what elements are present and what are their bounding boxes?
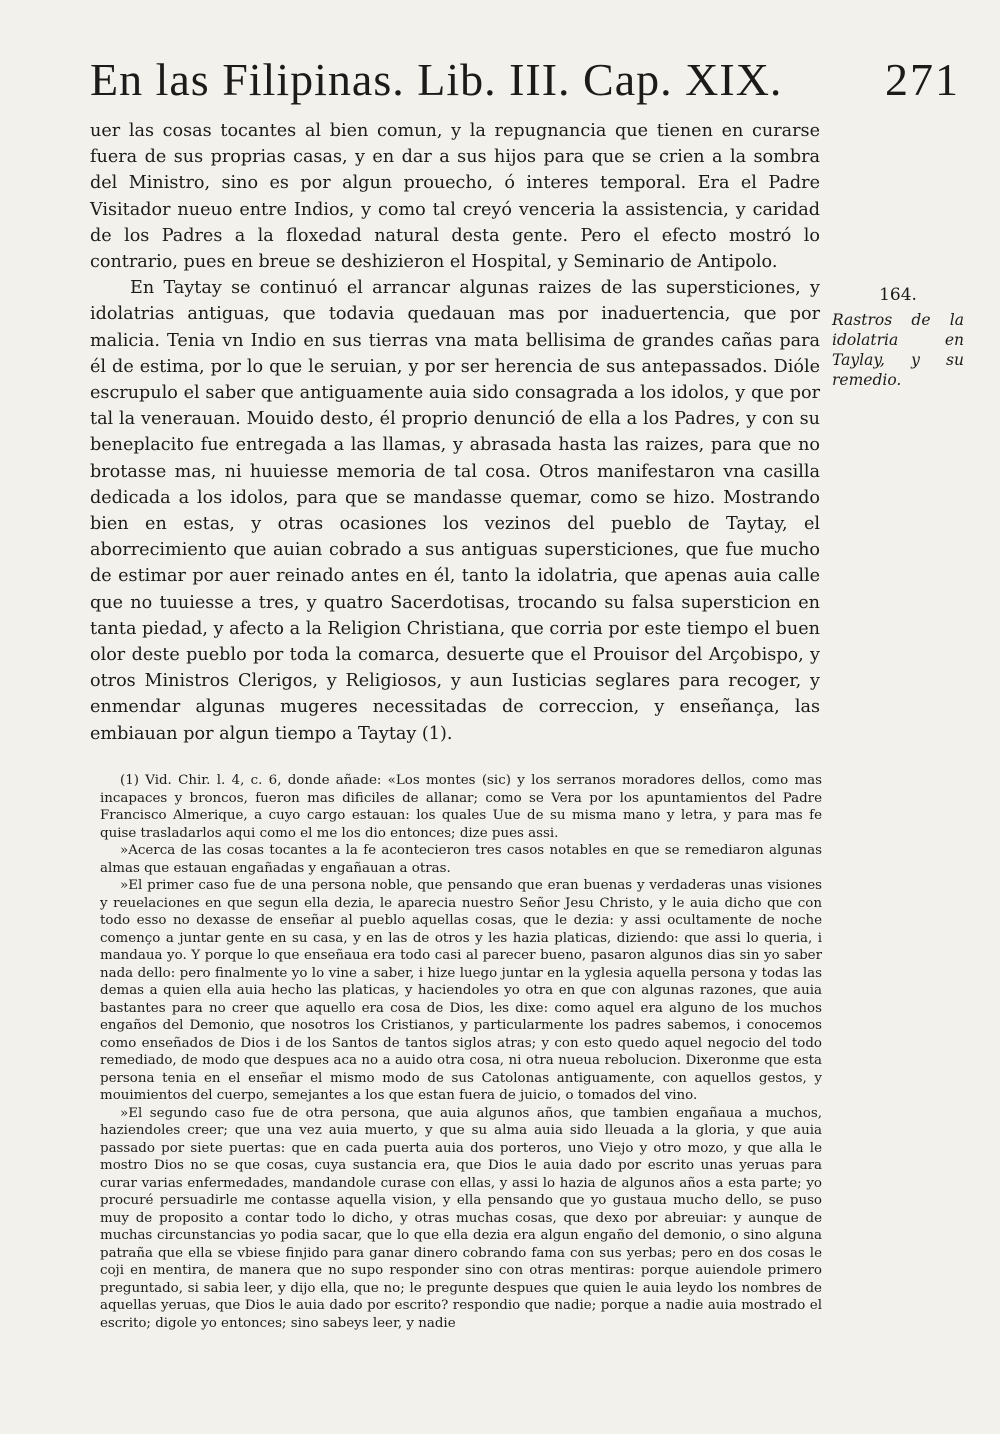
paragraph: En Taytay se continuó el arrancar algunas raizes de las supersticiones, y idolatrias antiguas, que todavia quedauan mas por inaduertencia, que por malicia. Tenia vn Indio en sus tierras vna mata bellisima de grandes cañas para él de estima, por lo que le seruian, y por ser herencia de sus antepassados. Dióle escrupulo el saber que antiguamente auia sido consagrada a los idolos, y que por tal la venerauan. Mouido desto, él proprio denunció de ella a los Padres, y con su beneplacito fue entregada a las llamas, y abrasada hasta las raizes, para que no brotasse mas, ni huuiesse memoria de tal cosa. Otros manifestaron vna casilla dedicada a los idolos, para que se mandasse quemar, como se hizo. Mostrando bien en estas, y otras ocasiones los vezinos del pueblo de Taytay, el aborrecimiento que auian cobrado a sus antiguas supersticiones, que fue mucho de estimar por auer reinado antes en él, tanto la idolatria, que apenas auia calle que no tuuiesse a tres, y quatro Sacerdotisas, trocando su falsa supersticion en tanta piedad, y afecto a la Religion Christiana, que corria por este tiempo el buen olor deste pueblo por toda la comarca, desuerte que el Prouisor del Arçobispo, y otros Ministros Clerigos, y Religiosos, y aun Iusticias seglares para recoger, y enmendar algunas mugeres necessitadas de correccion, y enseñança, las embiauan por algun tiempo a Taytay (1).: [90, 278, 820, 744]
running-head: [90, 52, 960, 112]
running-title: En las Filipinas. Lib. III. Cap. XIX.: [90, 54, 783, 105]
paragraph: uer las cosas tocantes al bien comun, y la repugnancia que tienen en curarse fuera de sus proprias casas, y en dar a sus hijos para que se crien a la sombra del Ministro, sino es por algun prouecho, ó interes temporal. Era el Padre Visitador nueuo entre Indios, y como tal creyó venceria la assistencia, y caridad de los Padres a la floxedad natural desta gente. Pero el efecto mostró lo contrario, pues en breue se deshizieron el Hospital, y Seminario de Antipolo.: [90, 121, 820, 273]
footnote-paragraph: (1) Vid. Chir. l. 4, c. 6, donde añade: «Los montes (sic) y los serranos moradores dellos, como mas incapaces y broncos, fueron mas dificiles de allanar; como se Vera por los apuntamientos del Padre Francisco Almerique, a cuyo cargo estauan: los quales Uue de su misma mano y letra, y para mas fe quise trasladarlos aqui como el me los dio entonces; dize pues assi.: [100, 773, 822, 841]
footnotes: [100, 772, 822, 1332]
footnote-paragraph: »El primer caso fue de una persona noble, que pensando que eran buenas y verdaderas unas visiones y reuelaciones en que segun ella dezia, le aparecia nuestro Señor Jesu Christo, y le auia dicho que con todo esso no dexasse de enseñar al pueblo aquellas cosas, que le dezia: y assi ocultamente de noche començo a juntar gente en su casa, y en las de otros y les hazia platicas, diziendo: que assi lo queria, i mandaua yo. Y porque lo que enseñaua era todo casi al parecer bueno, pasaron algunos dias sin yo saber nada dello: pero finalmente yo lo vine a saber, i hize luego juntar en la yglesia aquella persona y todas las demas a quien ella auia hecho las platicas, y haciendoles yo otra en que con algunas razones, que auia bastantes para no creer que aquello era cosa de Dios, les dixe: como aquel era alguno de los muchos engaños del Demonio, que nosotros los Cristianos, y particularmente los padres sabemos, i conocemos como enseñados de Dios i de los Santos de tantos siglos atras; y con esto quedo aquel negocio del todo remediado, de modo que despues aca no a auido otra cosa, ni otra nueua rebolucion. Dixeronme que esta persona tenia en el enseñar el mismo modo de sus Catolonas antiguamente, con aquellos gestos, y mouimientos del cuerpo, semejantes a los que estan fuera de juicio, o tomados del vino.: [100, 878, 822, 1103]
footnote-paragraph: »Acerca de las cosas tocantes a la fe acontecieron tres casos notables en que se remediaron algunas almas que estauan engañadas y engañauan a otras.: [100, 843, 822, 876]
margin-note-text: Rastros de la idolatria en Taylay, y su remedio.: [832, 311, 964, 389]
margin-note: [832, 282, 964, 390]
footnote-paragraph: »El segundo caso fue de otra persona, que auia algunos años, que tambien engañaua a muchos, haziendoles creer; que una vez auia muerto, y que su alma auia sido lleuada a la gloria, y que auia passado por siete puertas: que en cada puerta auia dos porteros, uno Viejo y otro mozo, y que alla le mostro Dios no se que cosas, cuya sustancia era, que Dios le auia dado por escrito unas yeruas para curar varias enfermedades, mandandole curase con ellas, y assi lo hazia de algunos años a esta parte; yo procuré persuadirle me contasse aquella vision, y ella pensando que yo gustaua mucho dello, se puso muy de proposito a contar todo lo dicho, y otras muchas cosas, que dexo por abreuiar: y aunque de muchas circunstancias yo podia sacar, que lo que ella dezia era algun engaño del demonio, o sino alguna patraña que ella se vbiese finjido para ganar dinero cobrando fama con sus yerbas; pero en dos cosas le coji en mentira, de manera que no supo responder sino con otras mentiras: porque auiendole primero preguntado, si sabia leer, y dijo ella, que no; le pregunte despues que quien le auia leydo los nombres de aquellas yeruas, que Dios le auia dado por escrito? respondio que nadie; porque a nadie auia mostrado el escrito; digole yo entonces; sino sabeys leer, y nadie: [100, 1105, 822, 1331]
page-number: 271: [885, 54, 960, 105]
main-text: [90, 118, 820, 747]
margin-note-number: 164.: [879, 285, 917, 305]
